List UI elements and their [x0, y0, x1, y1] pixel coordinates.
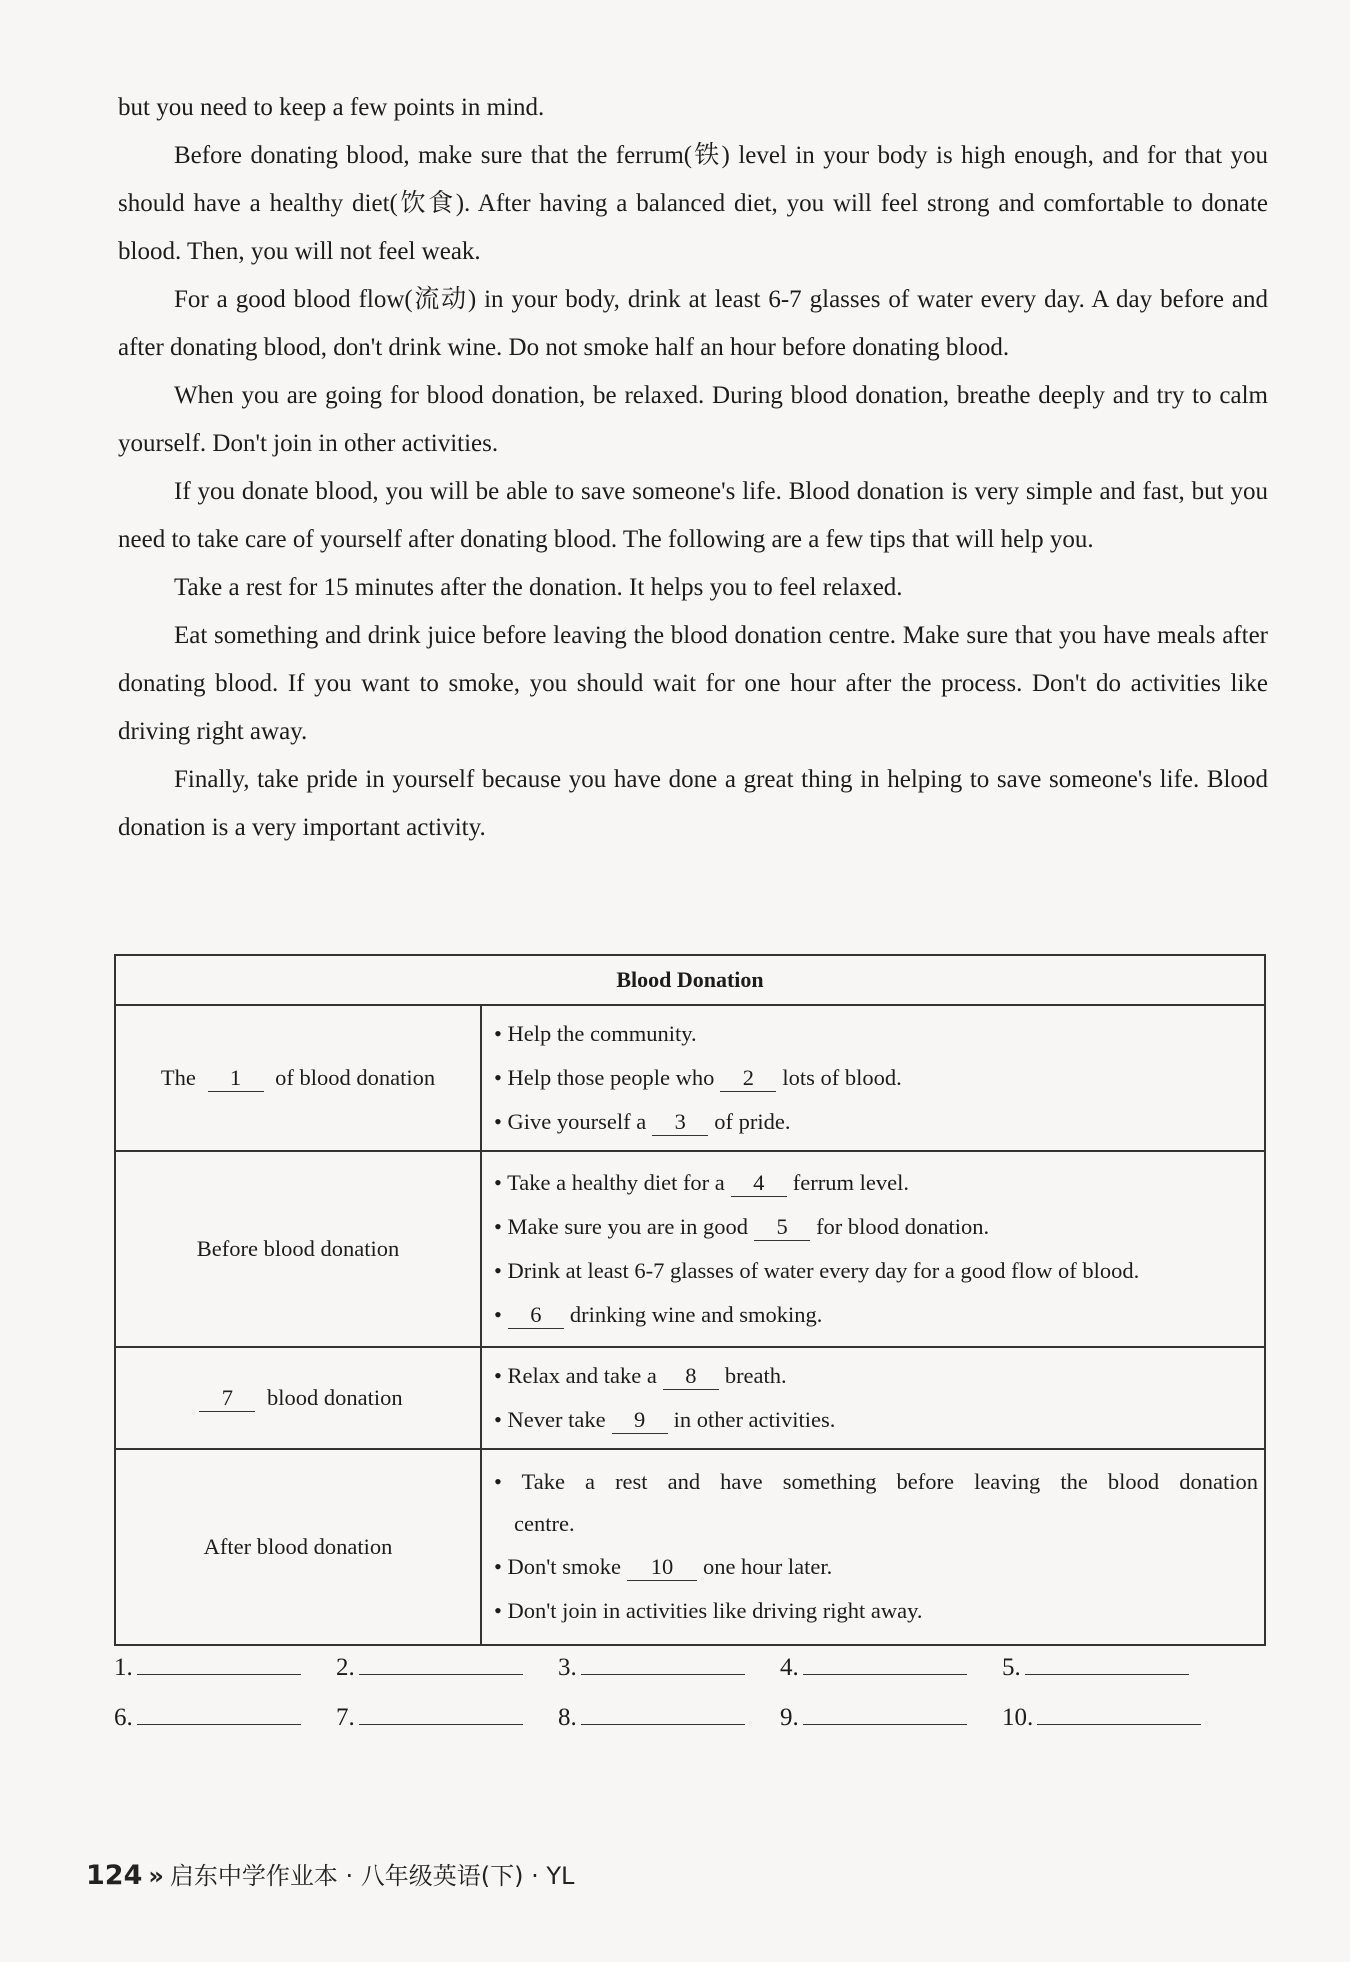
- bullet-text: • Relax and take a: [494, 1363, 657, 1388]
- row-items: [481, 1449, 1265, 1645]
- paragraph-1: but you need to keep a few points in mind.: [118, 94, 545, 121]
- reading-passage: [118, 84, 1268, 852]
- row-label: Before blood donation: [115, 1151, 481, 1347]
- bullet-item: [494, 1354, 1258, 1398]
- answer-line[interactable]: [803, 1652, 967, 1675]
- answer-number: 1.: [114, 1654, 133, 1681]
- row-items: [481, 1005, 1265, 1151]
- bullet-item: [494, 1056, 1258, 1100]
- table-title: Blood Donation: [115, 955, 1265, 1005]
- bullet-text: drinking wine and smoking.: [569, 1302, 823, 1327]
- bullet-item: [494, 1161, 1258, 1205]
- answer-slot[interactable]: [558, 1702, 745, 1732]
- answer-slot[interactable]: [114, 1652, 301, 1682]
- answer-number: 6.: [114, 1704, 133, 1731]
- answer-slot[interactable]: [336, 1652, 523, 1682]
- answer-slot[interactable]: [336, 1702, 523, 1732]
- label-text: of blood donation: [275, 1064, 436, 1090]
- answer-line[interactable]: [137, 1702, 301, 1725]
- row-label: After blood donation: [115, 1449, 481, 1645]
- blank-1: 1: [208, 1065, 264, 1092]
- answer-number: 4.: [780, 1654, 799, 1681]
- bullet-text: ferrum level.: [792, 1170, 909, 1195]
- bullet-text: of pride.: [714, 1109, 791, 1134]
- bullet-text: for blood donation.: [816, 1214, 990, 1239]
- paragraph-4: When you are going for blood donation, be relaxed. During blood donation, breathe deeply and try to calm yourself. Don't join in other activities.: [118, 382, 1268, 457]
- row-label: [115, 1347, 481, 1449]
- bullet-text: •: [494, 1302, 502, 1327]
- answer-slot[interactable]: [114, 1702, 301, 1732]
- bullet-text: • Make sure you are in good: [494, 1214, 749, 1239]
- paragraph-3: For a good blood flow(流动) in your body, drink at least 6-7 glasses of water every day. A day before and after donating blood, don't drink wine. Do not smoke half an hour before donating blood.: [118, 286, 1268, 361]
- bullet-text: • Don't smoke: [494, 1554, 621, 1579]
- answer-number: 5.: [1002, 1654, 1021, 1681]
- answer-line[interactable]: [359, 1652, 523, 1675]
- answer-slot[interactable]: [558, 1652, 745, 1682]
- bullet-item: [494, 1205, 1258, 1249]
- blood-donation-table: [114, 954, 1266, 1646]
- answer-number: 3.: [558, 1654, 577, 1681]
- blank-8: 8: [663, 1363, 719, 1390]
- answer-line[interactable]: [803, 1702, 967, 1725]
- blank-10: 10: [627, 1554, 697, 1581]
- bullet-item: [494, 1100, 1258, 1144]
- answer-number: 8.: [558, 1704, 577, 1731]
- bullet-item: [494, 1545, 1258, 1589]
- answer-number: 7.: [336, 1704, 355, 1731]
- blank-4: 4: [731, 1170, 787, 1197]
- page-number: 124: [86, 1860, 143, 1891]
- answer-slot[interactable]: [1002, 1652, 1189, 1682]
- answer-slot[interactable]: [780, 1652, 967, 1682]
- bullet-item: • Drink at least 6-7 glasses of water every day for a good flow of blood.: [494, 1258, 1140, 1283]
- page-footer: [86, 1856, 574, 1891]
- bullet-item-continued: centre.: [514, 1511, 575, 1536]
- row-items: [481, 1347, 1265, 1449]
- label-text: The: [160, 1064, 196, 1090]
- bullet-item: • Help the community.: [494, 1021, 697, 1046]
- chevron-icon: »: [148, 1862, 164, 1890]
- answer-number: 10.: [1002, 1704, 1034, 1731]
- bullet-item: • Take a rest and have something before leaving the blood donation: [494, 1469, 1258, 1494]
- answer-slot[interactable]: [1002, 1702, 1201, 1732]
- bullet-item: [494, 1293, 1258, 1337]
- bullet-item: • Don't join in activities like driving right away.: [494, 1598, 923, 1623]
- answer-line[interactable]: [581, 1652, 745, 1675]
- answer-slot[interactable]: [780, 1702, 967, 1732]
- answer-number: 9.: [780, 1704, 799, 1731]
- blank-7: 7: [199, 1385, 255, 1412]
- bullet-text: • Help those people who: [494, 1065, 715, 1090]
- bullet-text: breath.: [724, 1363, 787, 1388]
- book-title: 启东中学作业本 · 八年级英语(下) · YL: [169, 1862, 575, 1890]
- blank-3: 3: [652, 1109, 708, 1136]
- bullet-text: • Take a healthy diet for a: [494, 1170, 725, 1195]
- answer-number: 2.: [336, 1654, 355, 1681]
- row-label: [115, 1005, 481, 1151]
- bullet-text: in other activities.: [673, 1407, 836, 1432]
- table-row: [115, 1347, 1265, 1449]
- paragraph-6: Take a rest for 15 minutes after the donation. It helps you to feel relaxed.: [174, 574, 903, 601]
- answer-line[interactable]: [1037, 1702, 1201, 1725]
- table-row: [115, 1449, 1265, 1645]
- bullet-text: • Give yourself a: [494, 1109, 647, 1134]
- table-row: [115, 1005, 1265, 1151]
- blank-5: 5: [754, 1214, 810, 1241]
- table-row: [115, 1151, 1265, 1347]
- answer-line[interactable]: [1025, 1652, 1189, 1675]
- blank-9: 9: [612, 1407, 668, 1434]
- paragraph-5: If you donate blood, you will be able to save someone's life. Blood donation is very simple and fast, but you need to take care of yourself after donating blood. The following are a few tips that will help you.: [118, 478, 1268, 553]
- blank-6: 6: [508, 1302, 564, 1329]
- answer-line[interactable]: [137, 1652, 301, 1675]
- paragraph-8: Finally, take pride in yourself because you have done a great thing in helping to save someone's life. Blood donation is a very important activity.: [118, 766, 1268, 841]
- bullet-item: [494, 1398, 1258, 1442]
- bullet-text: lots of blood.: [782, 1065, 902, 1090]
- row-items: [481, 1151, 1265, 1347]
- blank-2: 2: [720, 1065, 776, 1092]
- paragraph-2: Before donating blood, make sure that the ferrum(铁) level in your body is high enough, and for that you should have a healthy diet(饮食). After having a balanced diet, you will feel strong and comfortable to donate blood. Then, you will not feel weak.: [118, 142, 1268, 265]
- bullet-text: one hour later.: [702, 1554, 833, 1579]
- bullet-text: • Never take: [494, 1407, 606, 1432]
- answer-line[interactable]: [581, 1702, 745, 1725]
- answer-line[interactable]: [359, 1702, 523, 1725]
- paragraph-7: Eat something and drink juice before leaving the blood donation centre. Make sure that you have meals after donating blood. If you want to smoke, you should wait for one hour after the process. Don't do activities like driving right away.: [118, 622, 1268, 745]
- label-text: blood donation: [267, 1384, 403, 1410]
